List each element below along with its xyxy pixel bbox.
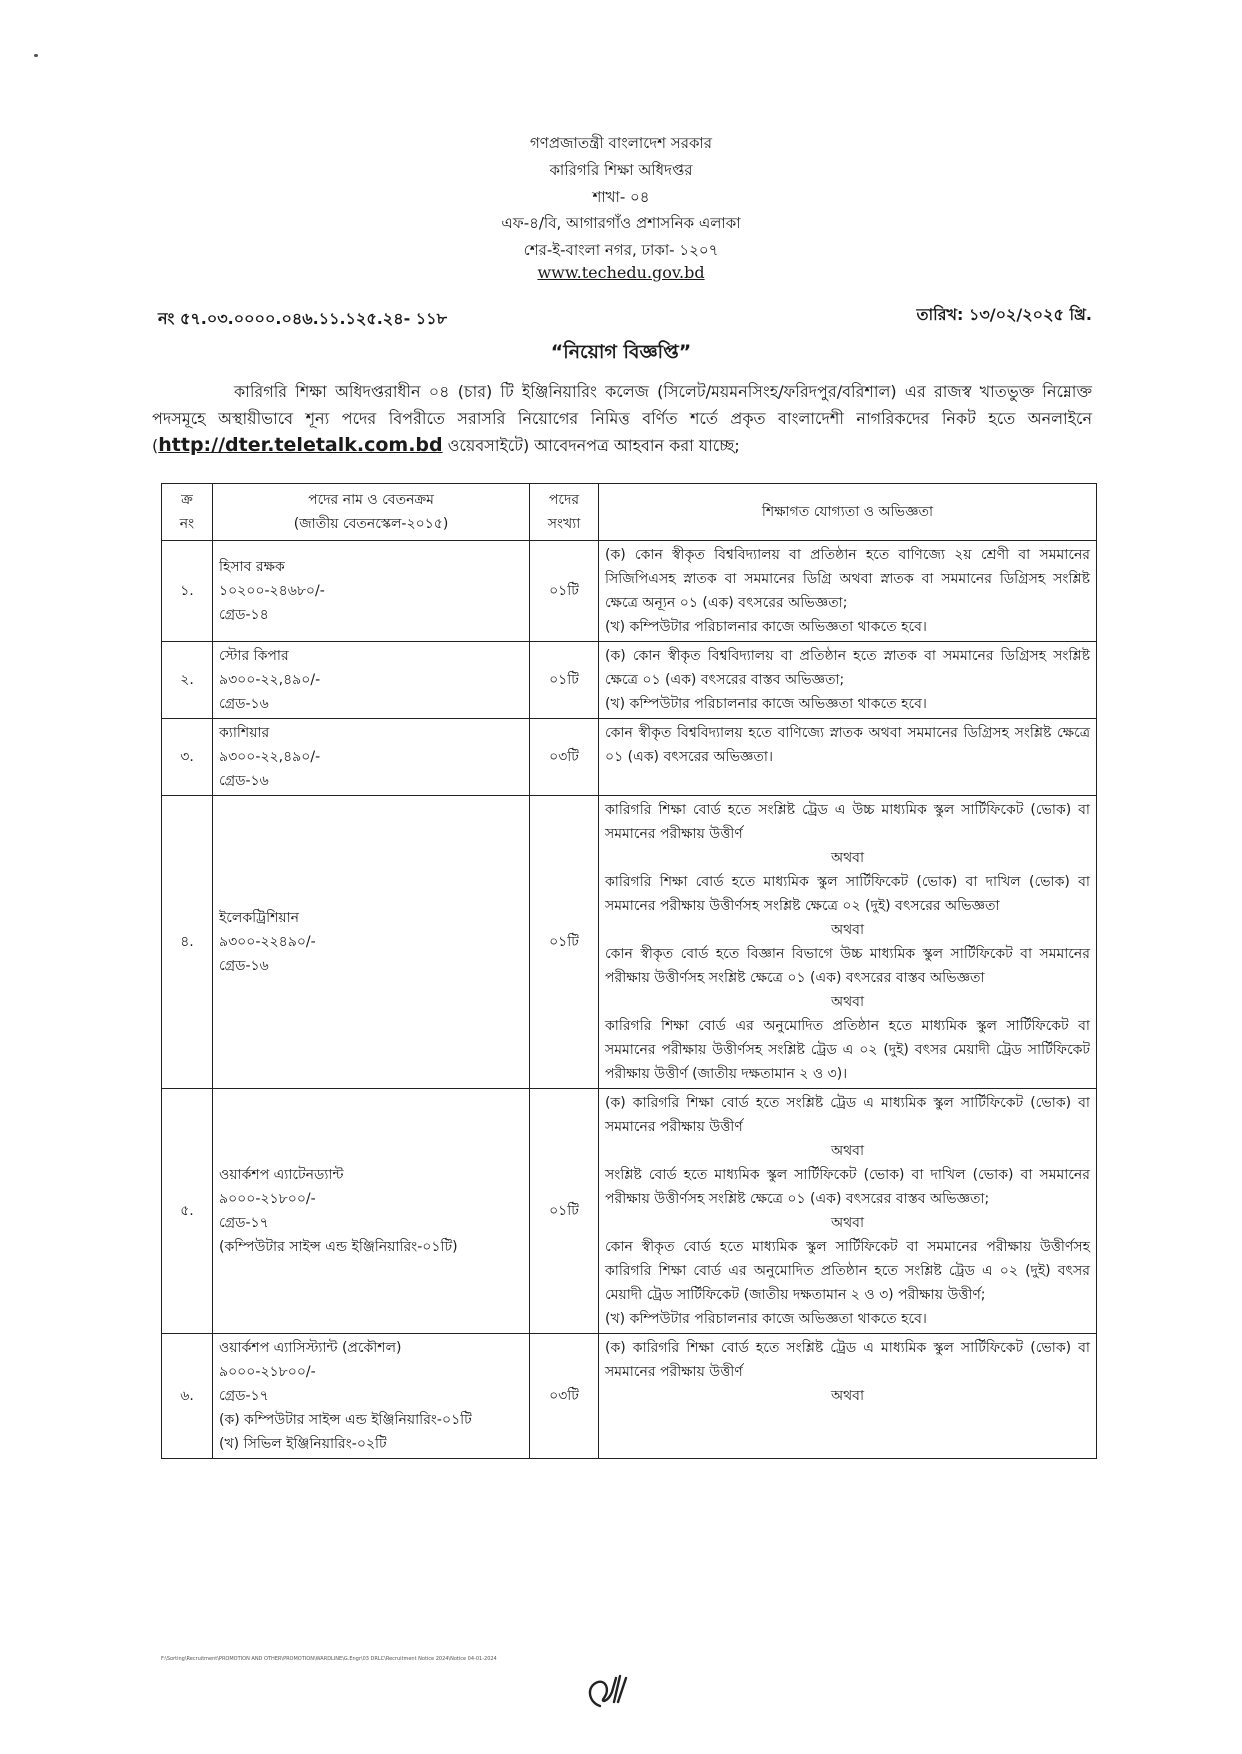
scan-speck	[34, 54, 38, 57]
post-title: স্টোর কিপার	[219, 648, 289, 664]
post-grade: গ্রেড-১৬	[219, 958, 269, 974]
qualification-line: কোন স্বীকৃত বোর্ড হতে মাধ্যমিক স্কুল সার্টিফিকেট বা সমমানের পরীক্ষায় উত্তীর্ণসহ কারিগরি শিক্ষা বোর্ড এর অনুমোদিত প্রতিষ্ঠান হতে সংশ্লিষ্ট ট্রেড এ ০২ (দুই) বৎসর মেয়াদী ট্রেড সার্টিফিকেট (জাতীয় দক্ষতামান ২ ও ৩) পরীক্ষায় উত্তীর্ণ;	[605, 1239, 1090, 1303]
qualification-line: (খ) কম্পিউটার পরিচালনার কাজে অভিজ্ঞতা থাকতে হবে।	[605, 619, 927, 635]
row-post	[213, 1334, 530, 1459]
header-line-address: এফ-৪/বি, আগারগাঁও প্রশাসনিক এলাকা	[501, 214, 741, 232]
row-post	[213, 541, 530, 642]
header-post-line1: পদের নাম ও বেতনক্রম	[308, 492, 434, 508]
row-count: ০১টি	[530, 1089, 599, 1334]
post-title: ওয়ার্কশপ এ্যাটেনড্যান্ট	[219, 1167, 344, 1183]
post-pay-scale: ৯০০০-২১৮০০/-	[219, 1191, 316, 1207]
post-title: হিসাব রক্ষক	[219, 559, 285, 575]
post-allocation: (কম্পিউটার সাইন্স এন্ড ইঞ্জিনিয়ারিং-০১টি)	[219, 1239, 458, 1255]
intro-text-part2: ওয়েবসাইটে) আবেদনপত্র আহবান করা যাচ্ছে;	[442, 436, 740, 455]
post-grade: গ্রেড-১৭	[219, 1388, 269, 1404]
table-row	[162, 642, 1097, 719]
row-count: ০১টি	[530, 796, 599, 1089]
qualification-line: (ক) কারিগরি শিক্ষা বোর্ড হতে সংশ্লিষ্ট ট্রেড এ মাধ্যমিক স্কুল সার্টিফিকেট (ভোক) বা সমমানের পরীক্ষায় উত্তীর্ণ	[605, 1340, 1090, 1380]
or-separator: অথবা	[830, 922, 865, 938]
row-post	[213, 796, 530, 1089]
or-separator: অথবা	[830, 1143, 865, 1159]
header-website-link[interactable]: www.techedu.gov.bd	[537, 263, 705, 282]
qualification-line: কারিগরি শিক্ষা বোর্ড হতে মাধ্যমিক স্কুল সার্টিফিকেট (ভোক) বা দাখিল (ভোক) বা সমমানের পরীক্ষায় উত্তীর্ণসহ সংশ্লিষ্ট ক্ষেত্রে ০২ (দুই) বৎসরের অভিজ্ঞতা	[605, 874, 1090, 914]
qualification-line: সংশ্লিষ্ট বোর্ড হতে মাধ্যমিক স্কুল সার্টিফিকেট (ভোক) বা দাখিল (ভোক) বা সমমানের পরীক্ষায় উত্তীর্ণসহ সংশ্লিষ্ট ক্ষেত্রে ০১ (এক) বৎসরের বাস্তব অভিজ্ঞতা;	[605, 1167, 1090, 1207]
or-separator: অথবা	[830, 1215, 865, 1231]
row-count: ০১টি	[530, 541, 599, 642]
header-count	[530, 484, 599, 541]
qualification-line: (ক) কারিগরি শিক্ষা বোর্ড হতে সংশ্লিষ্ট ট্রেড এ মাধ্যমিক স্কুল সার্টিফিকেট (ভোক) বা সমমানের পরীক্ষায় উত্তীর্ণ	[605, 1095, 1090, 1135]
table-row	[162, 1334, 1097, 1459]
post-pay-scale: ১০২০০-২৪৬৮০/-	[219, 583, 325, 599]
row-serial: ২.	[162, 642, 213, 719]
table-row	[162, 719, 1097, 796]
post-grade: গ্রেড-১৭	[219, 1215, 269, 1231]
or-separator: অথবা	[830, 1388, 865, 1404]
header-line-government: গণপ্রজাতন্ত্রী বাংলাদেশ সরকার	[529, 134, 713, 152]
intro-text-part1: কারিগরি শিক্ষা অধিদপ্তরাধীন ০৪ (চার) টি ইঞ্জিনিয়ারিং কলেজ (সিলেট/ময়মনসিংহ/ফরিদপুর/বরিশাল) এর রাজস্ব খাতভুক্ত নিম্নোক্ত পদসমূহে অস্থায়ীভাবে শূন্য পদের বিপরীতে সরাসরি নিয়োগের নিমিত্ত বর্ণিত শর্তে প্রকৃত বাংলাদেশী নাগরিকদের নিকট হতে অনলাইনে (	[152, 382, 1092, 455]
row-serial: ৪.	[162, 796, 213, 1089]
qualification-line: (খ) কম্পিউটার পরিচালনার কাজে অভিজ্ঞতা থাকতে হবে।	[605, 696, 927, 712]
post-title: ওয়ার্কশপ এ্যাসিস্ট্যান্ট (প্রকৌশল)	[219, 1340, 402, 1356]
post-grade: গ্রেড-১৬	[219, 696, 269, 712]
post-grade: গ্রেড-১৪	[219, 607, 269, 623]
post-title: ক্যাশিয়ার	[219, 725, 270, 741]
row-qualification	[599, 541, 1097, 642]
row-post	[213, 1089, 530, 1334]
header-post-line2: (জাতীয় বেতনস্কেল-২০১৫)	[293, 516, 449, 532]
header-serial-line1: ক্র	[181, 492, 193, 508]
header-count-line2: সংখ্যা	[547, 516, 581, 532]
row-post	[213, 642, 530, 719]
qualification-line: (ক) কোন স্বীকৃত বিশ্ববিদ্যালয় বা প্রতিষ্ঠান হতে স্নাতক বা সমমানের ডিগ্রিসহ সংশ্লিষ্ট ক্ষেত্রে ০১ (এক) বৎসরের বাস্তব অভিজ্ঞতা;	[605, 648, 1090, 688]
header-line-city: শের-ই-বাংলা নগর, ঢাকা- ১২০৭	[523, 241, 719, 259]
qualification-line: কারিগরি শিক্ষা বোর্ড হতে সংশ্লিষ্ট ট্রেড এ উচ্চ মাধ্যমিক স্কুল সার্টিফিকেট (ভোক) বা সমমানের পরীক্ষায় উত্তীর্ণ	[605, 802, 1090, 842]
memo-date: তারিখ: ১৩/০২/২০২৫ খ্রি.	[916, 305, 1092, 324]
table-header-row	[162, 484, 1097, 541]
row-post	[213, 719, 530, 796]
post-pay-scale: ৯৩০০-২২,৪৯০/-	[219, 672, 321, 688]
table-row	[162, 1089, 1097, 1334]
file-path-footer: F:\Sorting\Recruitment\PROMOTION AND OTHER\PROMOTION\WARDLINE\G.Engr\03 DRLC\Recruitment Notice 2024\Notice 04-01-2024	[161, 1656, 497, 1662]
or-separator: অথবা	[830, 994, 865, 1010]
row-serial: ৩.	[162, 719, 213, 796]
post-allocation: (খ) সিভিল ইঞ্জিনিয়ারিং-০২টি	[219, 1436, 387, 1452]
qualification-line: কারিগরি শিক্ষা বোর্ড এর অনুমোদিত প্রতিষ্ঠান হতে মাধ্যমিক স্কুল সার্টিফিকেট বা সমমানের পরীক্ষায় উত্তীর্ণসহ সংশ্লিষ্ট ট্রেড এ ০২ (দুই) বৎসর মেয়াদী ট্রেড সার্টিফিকেট পরীক্ষায় উত্তীর্ণ (জাতীয় দক্ষতামান ২ ও ৩)।	[605, 1018, 1090, 1082]
intro-paragraph	[152, 378, 1092, 459]
qualification-line: কোন স্বীকৃত বিশ্ববিদ্যালয় হতে বাণিজ্যে স্নাতক অথবা সমমানের ডিগ্রিসহ সংশ্লিষ্ট ক্ষেত্রে ০১ (এক) বৎসরের অভিজ্ঞতা।	[605, 725, 1090, 765]
signature	[580, 1672, 644, 1714]
header-line-branch: শাখা- ০৪	[592, 188, 650, 206]
apply-link[interactable]: http://dter.teletalk.com.bd	[158, 434, 443, 456]
qualification-line: (ক) কোন স্বীকৃত বিশ্ববিদ্যালয় বা প্রতিষ্ঠান হতে বাণিজ্যে ২য় শ্রেণী বা সমমানের সিজিপিএসহ স্নাতক বা সমমানের ডিগ্রি অথবা স্নাতক বা সমমানের ডিগ্রিসহ সংশ্লিষ্ট ক্ষেত্রে অন্যূন ০১ (এক) বৎসরের অভিজ্ঞতা;	[605, 547, 1090, 611]
posts-table	[161, 483, 1097, 1459]
row-qualification	[599, 1334, 1097, 1459]
header-post	[213, 484, 530, 541]
header-serial	[162, 484, 213, 541]
post-pay-scale: ৯০০০-২১৮০০/-	[219, 1364, 316, 1380]
table-row	[162, 796, 1097, 1089]
header-qualification: শিক্ষাগত যোগ্যতা ও অভিজ্ঞতা	[599, 484, 1097, 541]
header-count-line1: পদের	[548, 492, 580, 508]
table-row	[162, 541, 1097, 642]
row-count: ০১টি	[530, 642, 599, 719]
row-qualification	[599, 796, 1097, 1089]
post-allocation: (ক) কম্পিউটার সাইন্স এন্ড ইঞ্জিনিয়ারিং-০১টি	[219, 1412, 472, 1428]
post-title: ইলেকট্রিশিয়ান	[219, 910, 300, 926]
header-serial-line2: নং	[179, 516, 195, 532]
post-grade: গ্রেড-১৬	[219, 773, 269, 789]
notice-title: “নিয়োগ বিজ্ঞপ্তি”	[550, 341, 692, 363]
row-serial: ৫.	[162, 1089, 213, 1334]
row-qualification	[599, 719, 1097, 796]
memo-reference: নং ৫৭.০৩.০০০০.০৪৬.১১.১২৫.২৪- ১১৮	[158, 309, 447, 328]
header-line-department: কারিগরি শিক্ষা অধিদপ্তর	[549, 161, 693, 179]
row-qualification	[599, 642, 1097, 719]
qualification-line: (খ) কম্পিউটার পরিচালনার কাজে অভিজ্ঞতা থাকতে হবে।	[605, 1311, 927, 1327]
post-pay-scale: ৯৩০০-২২৪৯০/-	[219, 934, 316, 950]
post-pay-scale: ৯৩০০-২২,৪৯০/-	[219, 749, 321, 765]
or-separator: অথবা	[830, 850, 865, 866]
row-serial: ১.	[162, 541, 213, 642]
row-qualification	[599, 1089, 1097, 1334]
row-count: ০৩টি	[530, 719, 599, 796]
row-count: ০৩টি	[530, 1334, 599, 1459]
qualification-line: কোন স্বীকৃত বোর্ড হতে বিজ্ঞান বিভাগে উচ্চ মাধ্যমিক স্কুল সার্টিফিকেট বা সমমানের পরীক্ষায় উত্তীর্ণসহ সংশ্লিষ্ট ক্ষেত্রে ০১ (এক) বৎসরের বাস্তব অভিজ্ঞতা	[605, 946, 1090, 986]
row-serial: ৬.	[162, 1334, 213, 1459]
